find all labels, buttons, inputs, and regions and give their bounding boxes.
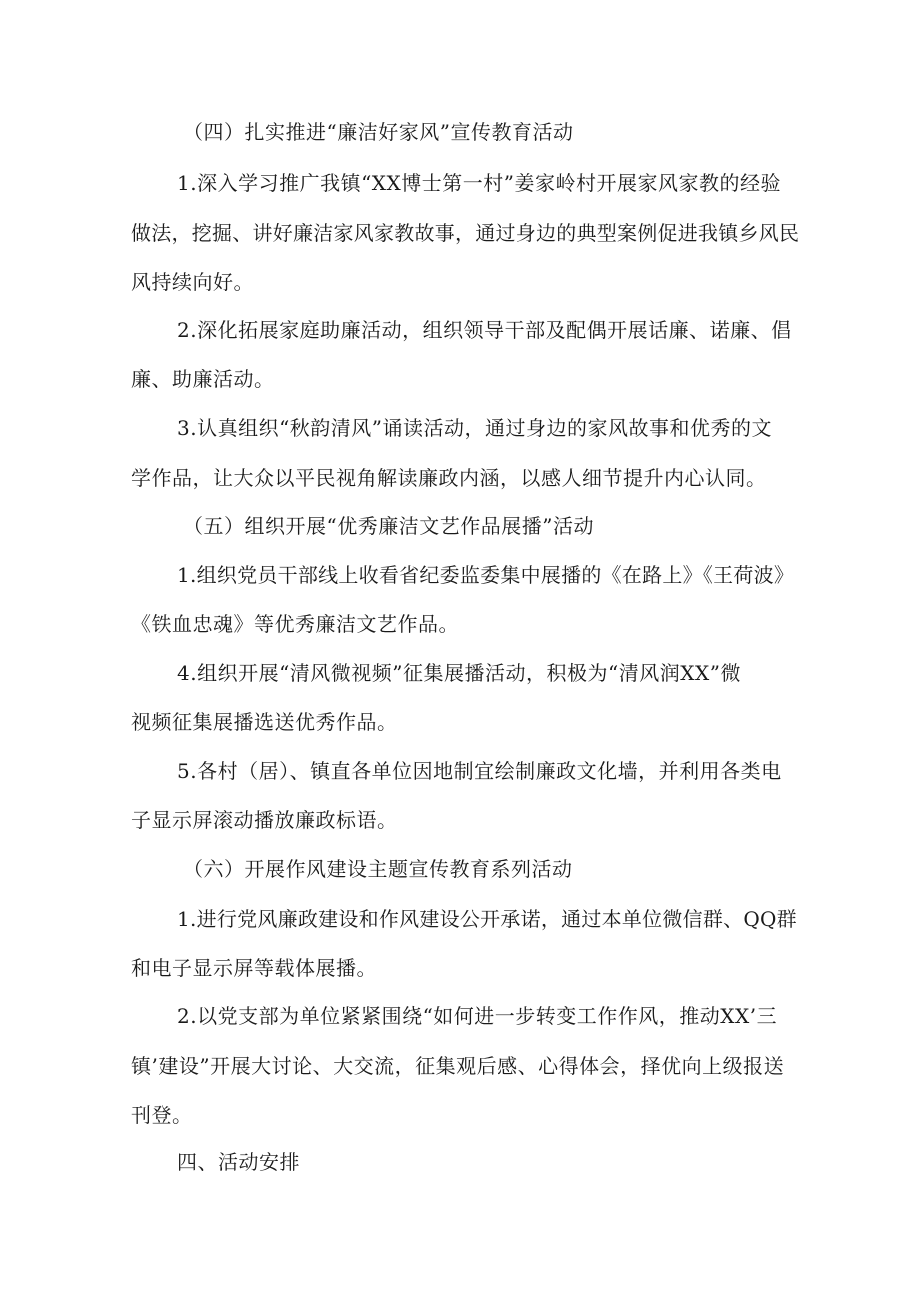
paragraph-line: 风持续向好。 (131, 270, 254, 294)
paragraph-line: 4.组织开展“清风微视频”征集展播活动，积极为“清风润XX”微 (177, 661, 741, 685)
paragraph-line: 学作品，让大众以平民视角解读廉政内涵，以感人细节提升内心认同。 (131, 466, 767, 490)
paragraph-line: 1.进行党风廉政建设和作风建设公开承诺，通过本单位微信群、QQ群 (177, 907, 797, 931)
paragraph-line: 廉、助廉活动。 (131, 367, 275, 391)
paragraph-line: 5.各村（居）、镇直各单位因地制宜绘制廉政文化墙，并利用各类电 (177, 759, 782, 783)
paragraph-line: 1.组织党员干部线上收看省纪委监委集中展播的《在路上》《王荷波》 (177, 563, 795, 587)
section-heading: （四）扎实推进“廉洁好家风”宣传教育活动 (183, 120, 574, 144)
paragraph-line: 3.认真组织“秋韵清风”诵读活动，通过身边的家风故事和优秀的文 (177, 416, 773, 440)
paragraph-line: 子显示屏滚动播放廉政标语。 (131, 808, 398, 832)
section-heading: （五）组织开展“优秀廉洁文艺作品展播”活动 (183, 514, 594, 538)
chapter-heading: 四、活动安排 (177, 1150, 300, 1174)
paragraph-line: 镇’建设”开展大讨论、大交流，征集观后感、心得体会，择优向上级报送 (131, 1054, 785, 1078)
paragraph-line: 做法，挖掘、讲好廉洁家风家教故事，通过身边的典型案例促进我镇乡风民 (131, 221, 800, 245)
paragraph-line: 2.深化拓展家庭助廉活动，组织领导干部及配偶开展话廉、诺廉、倡 (177, 318, 792, 342)
paragraph-line: 《铁血忠魂》等优秀廉洁文艺作品。 (131, 612, 459, 636)
paragraph-line: 和电子显示屏等载体展播。 (131, 956, 377, 980)
paragraph-line: 1.深入学习推广我镇“XX博士第一村”姜家岭村开展家风家教的经验 (177, 171, 782, 195)
paragraph-line: 刊登。 (131, 1103, 193, 1127)
paragraph-line: 视频征集展播选送优秀作品。 (131, 710, 398, 734)
section-heading: （六）开展作风建设主题宣传教育系列活动 (183, 857, 573, 881)
paragraph-line: 2.以党支部为单位紧紧围绕“如何进一步转变工作作风，推动XX’三 (177, 1004, 778, 1028)
